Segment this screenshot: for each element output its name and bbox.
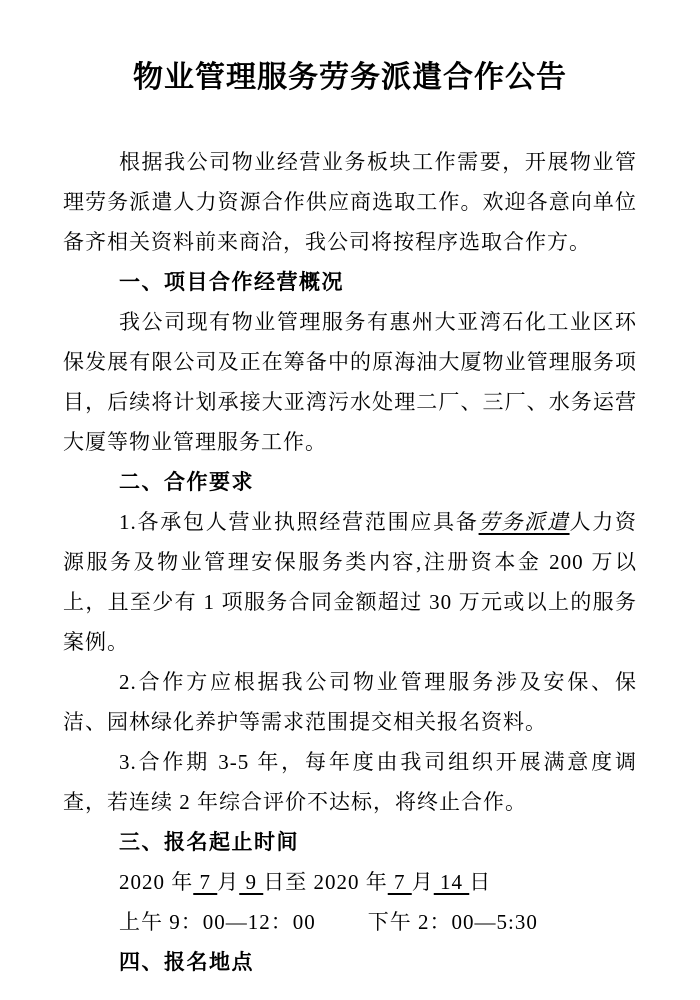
requirement-item-1-pre: 1.各承包人营业执照经营范围应具备 <box>119 510 479 534</box>
document-title: 物业管理服务劳务派遣合作公告 <box>133 61 567 94</box>
registration-time-line <box>63 902 637 942</box>
date-blank-month-end: 7 <box>387 870 412 894</box>
requirement-item-1-post: 人力资源服务及物业管理安保服务类内容,注册资本金 200 万以上，且至少有 1 项服务合同金额超过 30 万元或以上的服务案例。 <box>63 510 638 654</box>
underlined-term-labor-dispatch: 劳务派遣 <box>478 510 570 534</box>
section3-heading: 三、报名起止时间 <box>119 830 299 854</box>
requirement-item-1 <box>63 502 637 662</box>
time-morning: 上午 9：00—12：00 <box>119 910 316 934</box>
time-afternoon: 下午 2：00—5:30 <box>367 910 538 934</box>
requirement-item-2: 2.合作方应根据我公司物业管理服务涉及安保、保洁、园林绿化养护等需求范围提交相关报名资料。 <box>63 670 637 734</box>
section2-heading: 二、合作要求 <box>119 470 254 494</box>
section4-heading: 四、报名地点 <box>119 950 254 974</box>
date-blank-day-end: 14 <box>433 870 470 894</box>
section1-body: 我公司现有物业管理服务有惠州大亚湾石化工业区环保发展有限公司及正在筹备中的原海油大厦物业管理服务项目，后续将计划承接大亚湾污水处理二厂、三厂、水务运营大厦等物业管理服务工作。 <box>63 310 637 454</box>
date-part-month-label-1: 月 <box>217 870 240 894</box>
intro-paragraph: 根据我公司物业经营业务板块工作需要，开展物业管理劳务派遣人力资源合作供应商选取工作。欢迎各意向单位备齐相关资料前来商洽，我公司将按程序选取合作方。 <box>63 150 637 254</box>
date-part-to-year-end: 日至 2020 年 <box>263 870 388 894</box>
date-blank-day-start: 9 <box>239 870 264 894</box>
requirement-item-3: 3.合作期 3-5 年，每年度由我司组织开展满意度调查，若连续 2 年综合评价不达标，将终止合作。 <box>63 750 637 814</box>
date-part-month-label-2: 月 <box>411 870 434 894</box>
registration-date-line <box>63 862 637 902</box>
date-blank-month-start: 7 <box>193 870 218 894</box>
section1-heading: 一、项目合作经营概况 <box>119 270 344 294</box>
date-part-day-label: 日 <box>469 870 492 894</box>
date-part-year-start: 2020 年 <box>119 870 194 894</box>
